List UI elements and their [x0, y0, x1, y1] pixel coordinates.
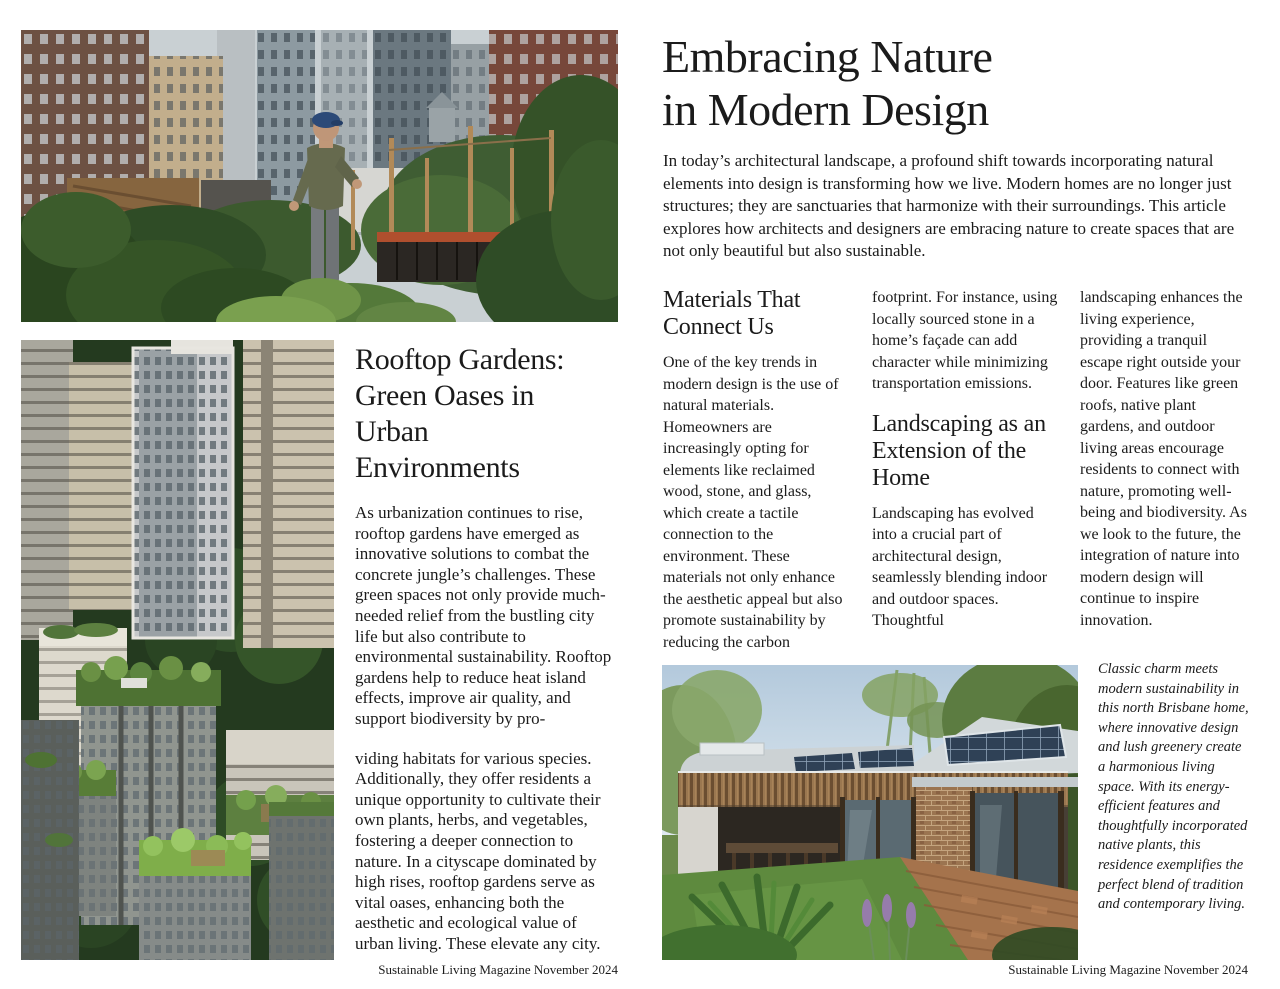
column-3 [1080, 287, 1250, 631]
left-article-paragraph-2: viding habitats for various species. Additionally, they offer residents a unique opportunity to cultivate their own plants, herbs, and vegetables, fostering a deeper connection to nature. In a cityscape dominated by high rises, rooftop gardens serve as vital oases, enhancing both the aesthetic and ecological value of urban living. These elevate any city. [355, 748, 601, 953]
column-1-body: One of the key trends in modern design is the use of natural materials. Homeowners are increasingly opting for elements like reclaimed wood, stone, and glass, which create a tactile connection to the environment. These materials not only enhance the aesthetic appeal but also promote sustainability by reducing the carbon [663, 354, 843, 651]
left-article-paragraph-1: As urbanization continues to rise, rooftop gardens have emerged as innovative solutions to combat the concrete jungle’s challenges. These green spaces not only provide much-needed relief from the bustling city life but also contribute to environmental sustainability. Rooftop gardens help to reduce heat island effects, improve air quality, and support biodiversity by pro- [355, 503, 612, 728]
house-photo-caption: Classic charm meets modern sustainability in this north Brisbane home, where innovative design and lush greenery create a harmonious living space. With its energy-efficient features and thoughtfully incorporated native plants, this residence exemplifies the perfect blend of tradition and contemporary living. [1098, 661, 1249, 913]
column-2-body-bottom: Landscaping has evolved into a crucial part of architectural design, seamlessly blending indoor and outdoor spaces. Thoughtful [872, 504, 1048, 629]
column-2 [872, 287, 1060, 632]
left-article-title: Rooftop Gardens: Green Oases in Urban Environments [355, 343, 565, 484]
rooftop-gardener-photo [21, 30, 618, 322]
modern-house-illustration [662, 665, 1078, 960]
green-roofs-aerial-illustration [21, 340, 334, 960]
column-3-body: landscaping enhances the living experience, providing a tranquil escape right outside your door. Features like green roofs, native plant gardens, and outdoor living areas encourage residents to connect with nature, promoting well-being and biodiversity. As we look to the future, the integration of nature into modern design will continue to inspire innovation. [1080, 289, 1247, 629]
headline [662, 30, 1252, 136]
left-page-footer: Sustainable Living Magazine November 2024 [378, 962, 618, 977]
modern-house-photo [662, 665, 1078, 960]
left-article [355, 342, 618, 954]
column-2-body-top: footprint. For instance, using locally sourced stone in a home’s façade can add character while minimizing transportation emissions. [872, 289, 1058, 392]
column-1 [663, 287, 851, 653]
headline-line-1: Embracing Nature [662, 31, 993, 82]
right-page-footer: Sustainable Living Magazine November 2024 [1008, 962, 1248, 977]
section-heading-landscaping: Landscaping as an Extension of the Home [872, 410, 1046, 491]
section-heading-materials: Materials That Connect Us [663, 287, 801, 340]
rooftop-gardener-illustration [21, 30, 618, 322]
headline-line-2: in Modern Design [662, 84, 989, 135]
intro-paragraph: In today’s architectural landscape, a profound shift towards incorporating natural elements into design is transforming how we live. Modern homes are no longer just structures; they are sanctuaries that harmonize with their surroundings. This article explores how architects and designers are embracing nature to create spaces that are not only beautiful but also sustainable. [663, 151, 1235, 260]
green-roofs-aerial-photo [21, 340, 334, 960]
